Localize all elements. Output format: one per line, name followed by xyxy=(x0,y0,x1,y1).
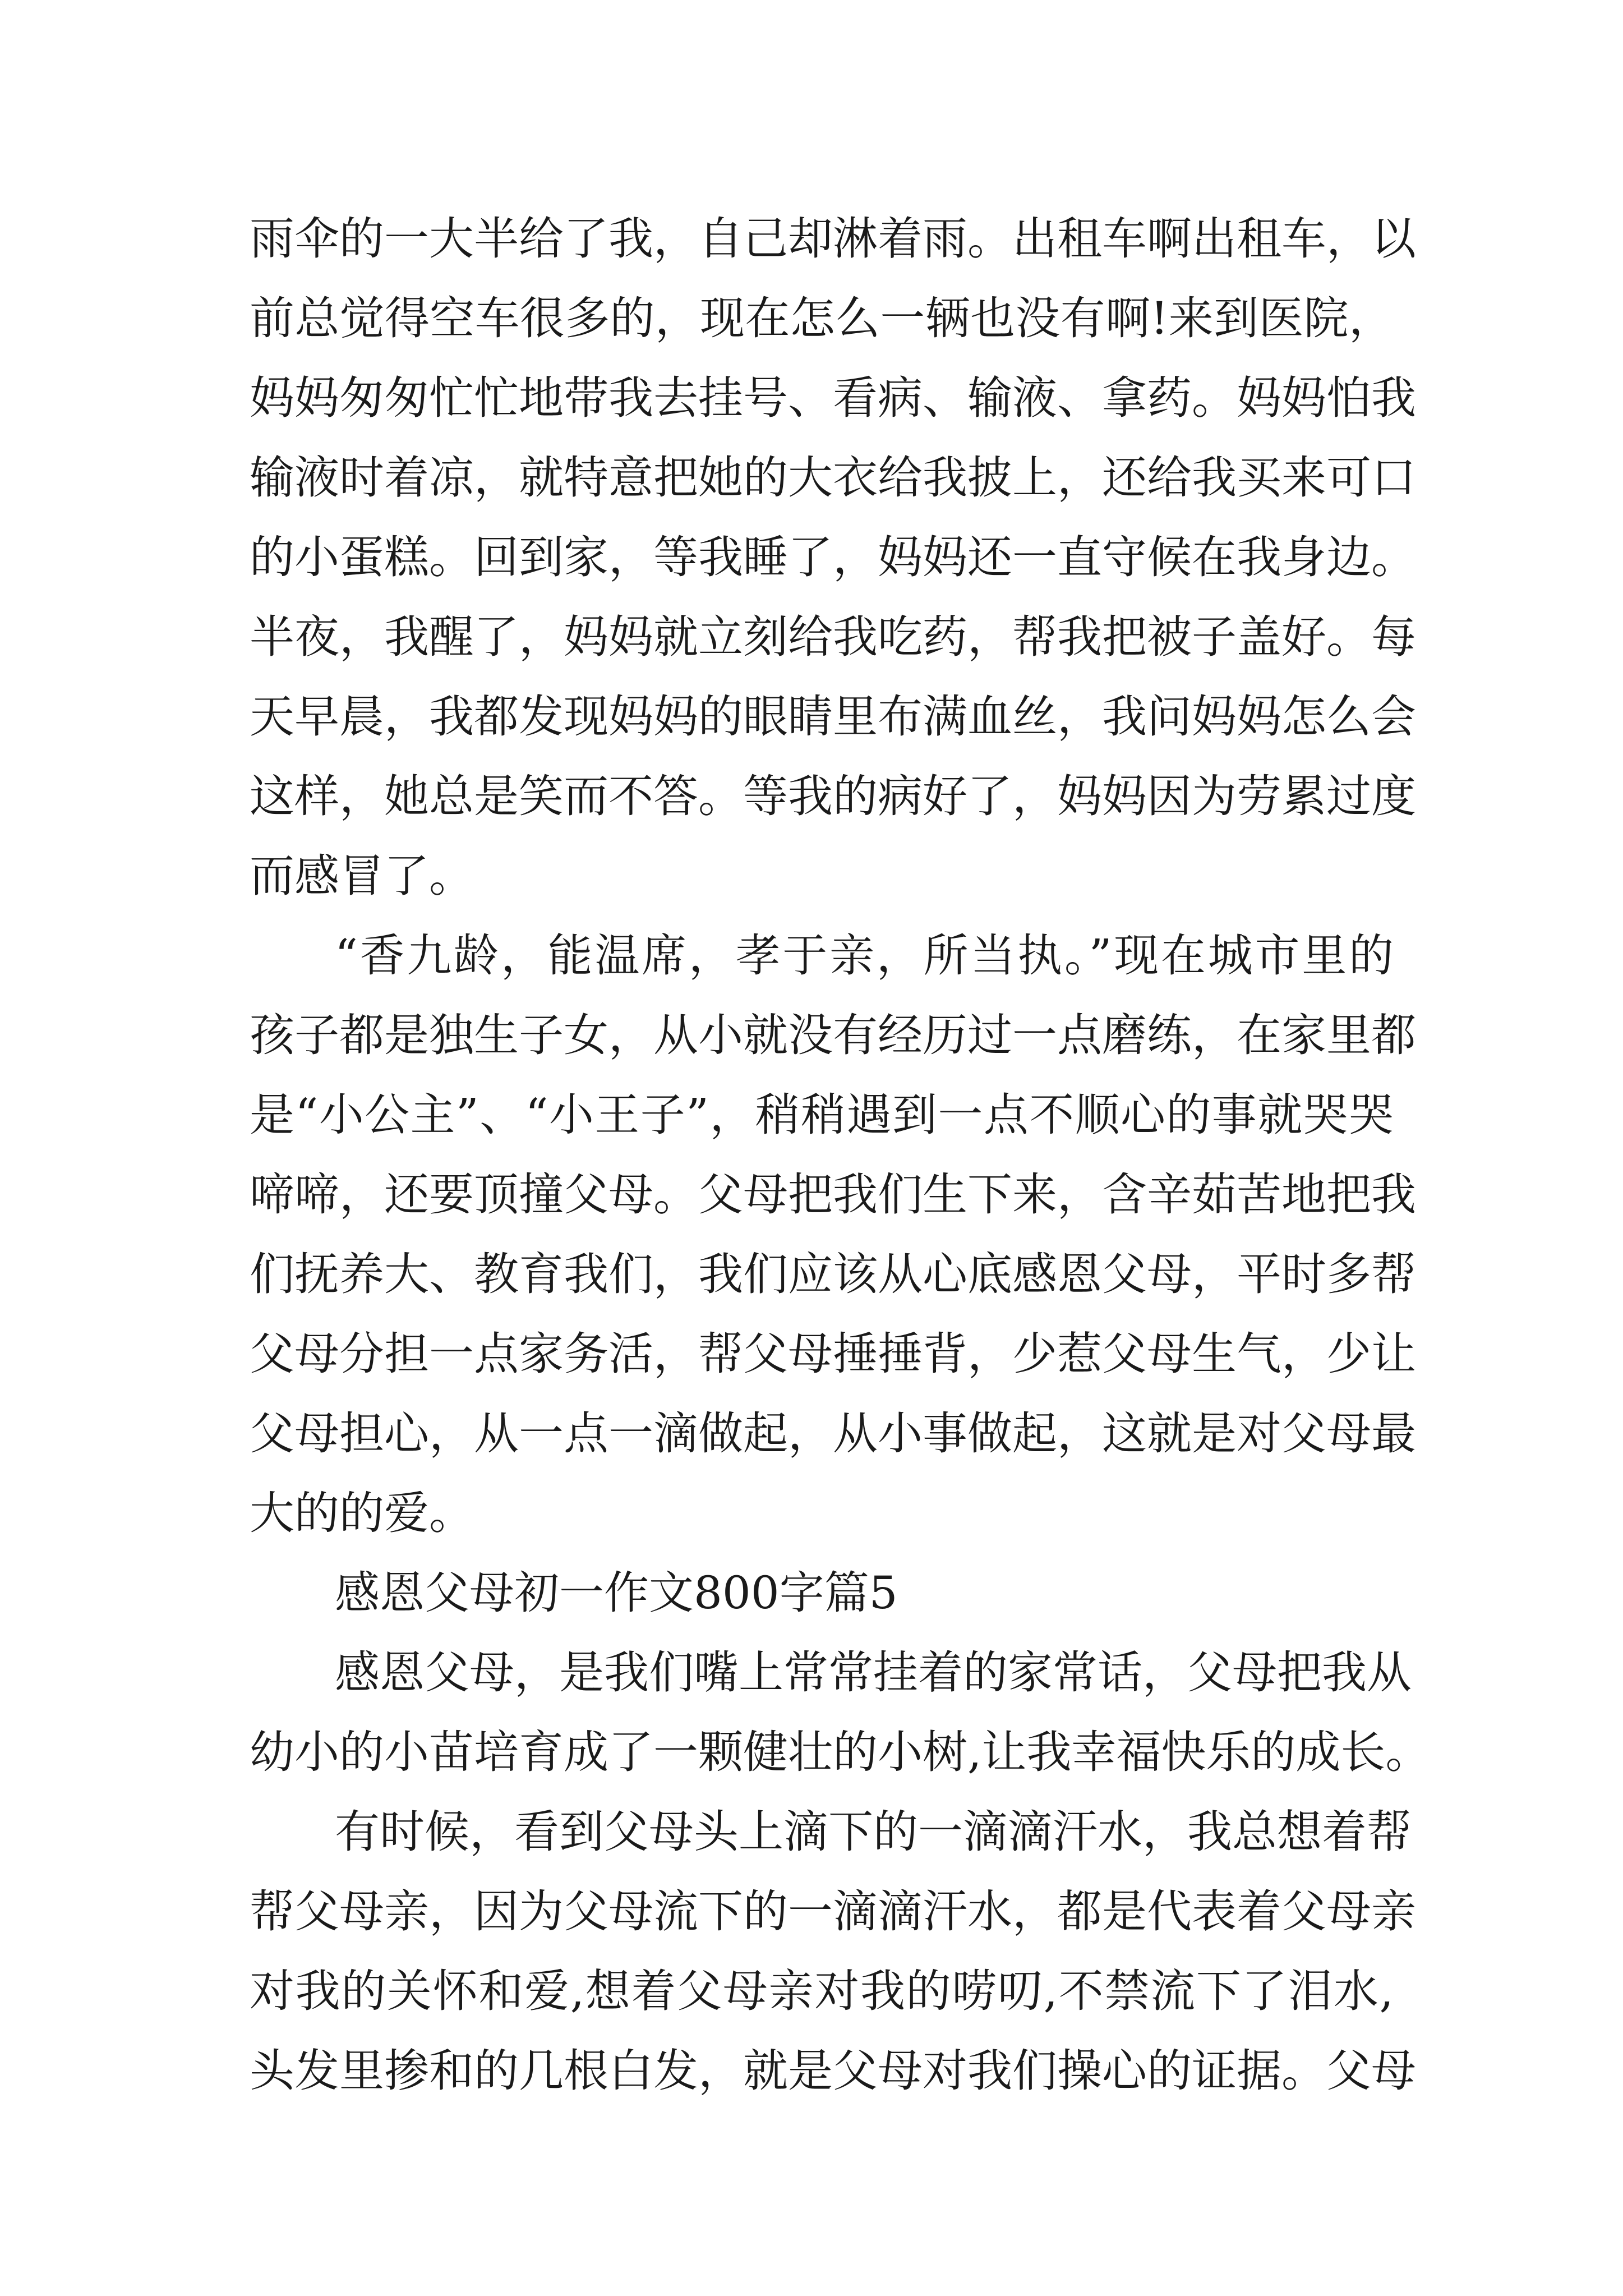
text-line: 们抚养大、教育我们，我们应该从心底感恩父母，平时多帮 xyxy=(250,1248,1416,1300)
text-line: “香九龄，能温席，孝于亲，所当执。”现在城市里的 xyxy=(335,930,1394,982)
text-line: 对我的关怀和爱,想着父母亲对我的唠叨,不禁流下了泪水, xyxy=(250,1965,1394,2017)
text-line: 帮父母亲，因为父母流下的一滴滴汗水，都是代表着父母亲 xyxy=(250,1885,1416,1938)
text-line: 半夜，我醒了，妈妈就立刻给我吃药，帮我把被子盖好。每 xyxy=(250,611,1416,663)
document-body xyxy=(250,199,1431,2111)
text-line: 孩子都是独生子女，从小就没有经历过一点磨练，在家里都 xyxy=(250,1009,1416,1061)
text-line: 父母分担一点家务活，帮父母捶捶背，少惹父母生气，少让 xyxy=(250,1328,1416,1380)
text-line: 头发里掺和的几根白发，就是父母对我们操心的证据。父母 xyxy=(250,2045,1416,2097)
text-line: 天早晨，我都发现妈妈的眼睛里布满血丝，我问妈妈怎么会 xyxy=(250,691,1416,743)
section-heading: 感恩父母初一作文800字篇5 xyxy=(335,1567,898,1619)
text-line: 妈妈匆匆忙忙地带我去挂号、看病、输液、拿药。妈妈怕我 xyxy=(250,372,1416,424)
text-line: 这样，她总是笑而不答。等我的病好了，妈妈因为劳累过度 xyxy=(250,770,1416,822)
text-line: 啼啼，还要顶撞父母。父母把我们生下来，含辛茹苦地把我 xyxy=(250,1168,1416,1221)
text-line: 前总觉得空车很多的，现在怎么一辆也没有啊!来到医院， xyxy=(250,292,1394,344)
text-line: 感恩父母，是我们嘴上常常挂着的家常话，父母把我从 xyxy=(335,1646,1412,1699)
text-line: 父母担心，从一点一滴做起，从小事做起，这就是对父母最 xyxy=(250,1407,1416,1460)
text-line: 的小蛋糕。回到家，等我睡了，妈妈还一直守候在我身边。 xyxy=(250,531,1416,583)
text-line: 有时候，看到父母头上滴下的一滴滴汗水，我总想着帮 xyxy=(335,1806,1412,1858)
text-line: 是“小公主”、“小王子”，稍稍遇到一点不顺心的事就哭哭 xyxy=(250,1089,1394,1141)
text-line: 雨伞的一大半给了我，自己却淋着雨。出租车啊出租车，以 xyxy=(250,213,1416,265)
text-line: 幼小的小苗培育成了一颗健壮的小树,让我幸福快乐的成长。 xyxy=(250,1726,1431,1778)
text-line: 大的的爱。 xyxy=(250,1487,474,1539)
text-line: 输液时着凉，就特意把她的大衣给我披上，还给我买来可口 xyxy=(250,452,1416,504)
text-line: 而感冒了。 xyxy=(250,850,474,902)
